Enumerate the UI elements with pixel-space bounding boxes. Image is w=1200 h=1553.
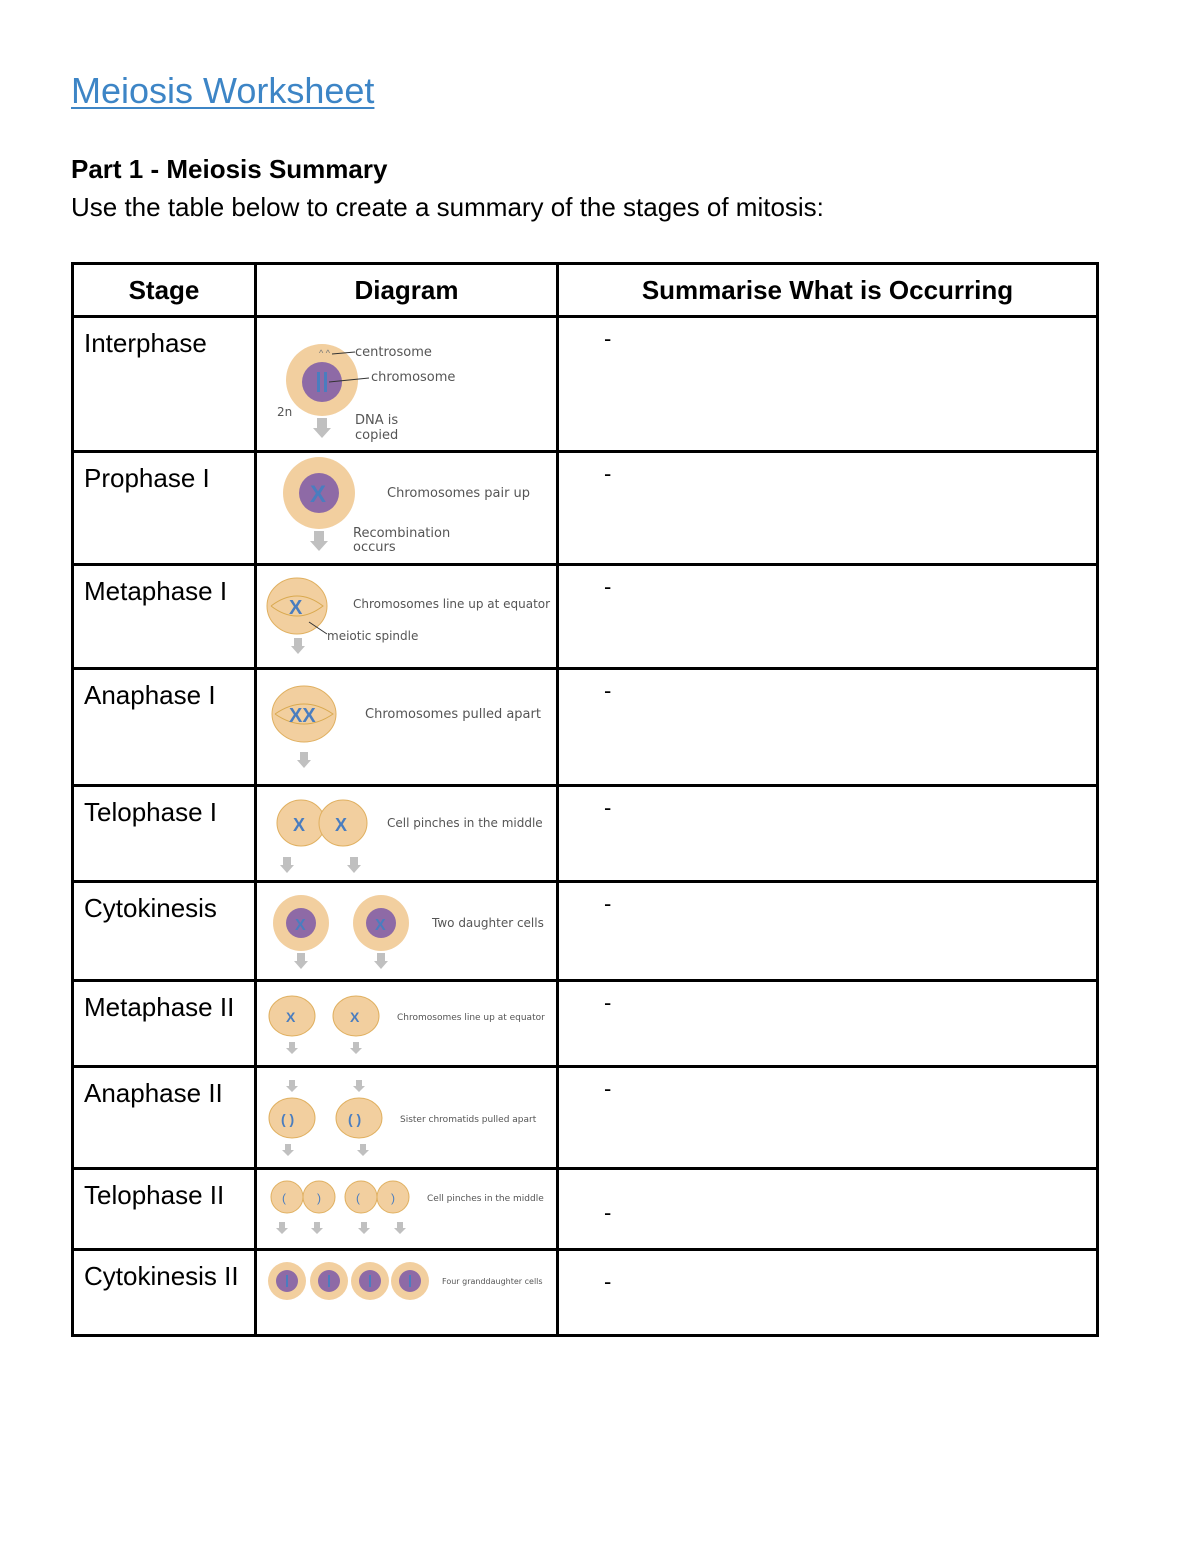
- table-row: [73, 1250, 1098, 1336]
- diagram-cell: [256, 786, 558, 882]
- cytokinesis-ii-diagram: [257, 1251, 557, 1333]
- stage-cell: Anaphase II: [73, 1067, 256, 1169]
- summary-cell[interactable]: -: [558, 317, 1098, 452]
- table-row: [73, 882, 1098, 981]
- header-stage: Stage: [73, 264, 256, 317]
- summary-cell[interactable]: -: [558, 981, 1098, 1067]
- stage-cell: Metaphase I: [73, 565, 256, 669]
- diagram-cell: [256, 565, 558, 669]
- svg-text:X: X: [295, 917, 306, 934]
- svg-text:X: X: [293, 815, 306, 835]
- prophase-diagram: [257, 453, 557, 561]
- table-row: [73, 669, 1098, 786]
- label-pair-up: Chromosomes pair up: [387, 486, 531, 501]
- worksheet-title: Meiosis Worksheet: [71, 70, 375, 111]
- part-heading: Part 1 - Meiosis Summary: [71, 154, 388, 184]
- summary-cell[interactable]: -: [558, 452, 1098, 565]
- stage-cell: Prophase I: [73, 452, 256, 565]
- anaphase-ii-diagram: [257, 1068, 557, 1166]
- label-chromosome: chromosome: [371, 370, 456, 385]
- metaphase-ii-diagram: [257, 982, 557, 1064]
- label-two-daughter: Two daughter cells: [432, 916, 544, 930]
- svg-text:( ): ( ): [281, 1111, 295, 1127]
- table-header-row: [73, 264, 1098, 317]
- header-summary: Summarise What is Occurring: [558, 264, 1098, 317]
- summary-cell[interactable]: -: [558, 1067, 1098, 1169]
- svg-text:X: X: [350, 1009, 360, 1025]
- summary-cell[interactable]: -: [558, 565, 1098, 669]
- label-line-up: Chromosomes line up at equator: [353, 597, 551, 611]
- label-dna-is: DNA is: [355, 413, 399, 428]
- svg-text:^ ^: ^ ^: [319, 348, 330, 358]
- svg-text:( ): ( ): [348, 1111, 362, 1127]
- table-row: [73, 565, 1098, 669]
- diagram-cell: [256, 981, 558, 1067]
- label-pulled-apart: Chromosomes pulled apart: [365, 707, 541, 722]
- svg-text:X: X: [289, 597, 303, 619]
- label-centrosome: centrosome: [355, 345, 432, 360]
- summary-cell[interactable]: -: [558, 786, 1098, 882]
- stage-cell: Telophase I: [73, 786, 256, 882]
- svg-text:X: X: [286, 1009, 296, 1025]
- label-2n: 2n: [277, 405, 293, 419]
- diagram-cell: [256, 1250, 558, 1336]
- svg-text:(: (: [282, 1191, 286, 1205]
- label-pinches: Cell pinches in the middle: [387, 816, 543, 830]
- interphase-diagram: [257, 318, 557, 448]
- svg-text:(: (: [356, 1191, 360, 1205]
- summary-cell[interactable]: -: [558, 882, 1098, 981]
- label-equator-2: Chromosomes line up at equator: [397, 1013, 545, 1023]
- table-row: [73, 1169, 1098, 1250]
- table-row: [73, 786, 1098, 882]
- stage-cell: Interphase: [73, 317, 256, 452]
- telophase-i-diagram: [257, 787, 557, 879]
- diagram-cell: [256, 452, 558, 565]
- svg-text:X: X: [375, 917, 386, 934]
- summary-cell[interactable]: -: [558, 669, 1098, 786]
- instructions: Use the table below to create a summary of the stages of mitosis:: [71, 192, 824, 222]
- cytokinesis-diagram: [257, 883, 557, 977]
- diagram-cell: [256, 1169, 558, 1250]
- anaphase-i-diagram: [257, 670, 557, 782]
- header-diagram: Diagram: [256, 264, 558, 317]
- label-recombination: Recombination: [353, 526, 451, 541]
- svg-text:X: X: [335, 815, 348, 835]
- label-sister: Sister chromatids pulled apart: [400, 1115, 537, 1125]
- svg-text:XX: XX: [289, 705, 316, 727]
- summary-cell[interactable]: -: [558, 1169, 1098, 1250]
- meiosis-summary-table: [71, 262, 1099, 1337]
- table-row: [73, 452, 1098, 565]
- metaphase-i-diagram: [257, 566, 557, 666]
- stage-cell: Metaphase II: [73, 981, 256, 1067]
- stage-cell: Cytokinesis II: [73, 1250, 256, 1336]
- svg-text:): ): [391, 1191, 395, 1205]
- diagram-cell: [256, 882, 558, 981]
- label-occurs: occurs: [353, 540, 396, 555]
- stage-cell: Cytokinesis: [73, 882, 256, 981]
- table-row: [73, 1067, 1098, 1169]
- telophase-ii-diagram: [257, 1170, 557, 1247]
- stage-cell: Telophase II: [73, 1169, 256, 1250]
- stage-cell: Anaphase I: [73, 669, 256, 786]
- diagram-cell: [256, 317, 558, 452]
- svg-text:X: X: [310, 481, 327, 508]
- diagram-cell: [256, 669, 558, 786]
- label-four-cells: Four granddaughter cells: [442, 1277, 543, 1286]
- label-spindle: meiotic spindle: [327, 629, 419, 643]
- label-copied: copied: [355, 428, 399, 443]
- table-row: [73, 317, 1098, 452]
- summary-cell[interactable]: -: [558, 1250, 1098, 1336]
- svg-text:): ): [317, 1191, 321, 1205]
- label-pinches-2: Cell pinches in the middle: [427, 1194, 544, 1204]
- table-row: [73, 981, 1098, 1067]
- diagram-cell: [256, 1067, 558, 1169]
